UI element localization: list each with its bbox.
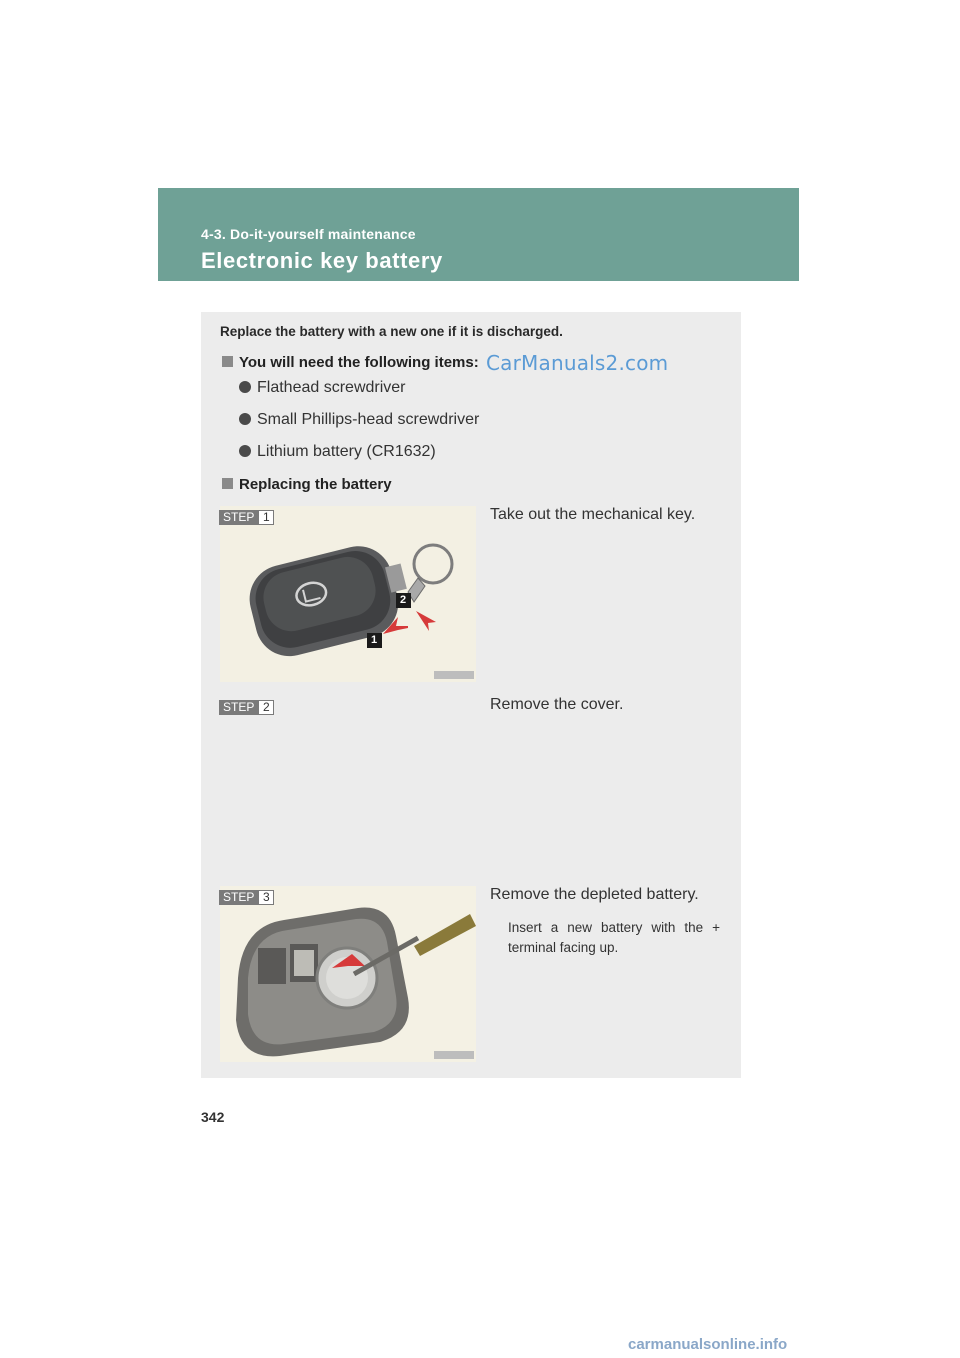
items-heading [222,354,479,371]
list-item [239,411,479,429]
battery-removal-drawing [220,886,476,1062]
list-item-text: Flathead screwdriver [257,379,406,396]
step-3-badge [219,890,274,905]
list-item-text: Small Phillips-head screwdriver [257,411,480,428]
step-word: STEP [219,890,258,905]
step-3-text: Remove the depleted battery. [490,886,699,903]
intro-text: Replace the battery with a new one if it is discharged. [220,324,563,339]
list-item [239,443,436,461]
step-word: STEP [219,510,258,525]
replace-heading-text: Replacing the battery [239,476,392,493]
step-number: 1 [258,510,274,525]
page-number: 342 [201,1109,225,1125]
step-2-badge [219,700,274,715]
callout-2: 2 [400,594,407,606]
step-2-text: Remove the cover. [490,696,624,713]
square-bullet-icon [222,356,233,367]
step-1-badge [219,510,274,525]
step-number: 3 [258,890,274,905]
list-item [239,379,406,397]
watermark-link[interactable]: CarManuals2.com [486,351,669,375]
footer-watermark[interactable]: carmanualsonline.info [628,1336,788,1353]
list-item-text: Lithium battery (CR1632) [257,443,436,460]
bullet-icon [239,413,251,425]
step-word: STEP [219,700,258,715]
square-bullet-icon [222,478,233,489]
step-1-illustration [220,506,476,682]
items-heading-text: You will need the following items: [239,354,479,371]
step-number: 2 [258,700,274,715]
step-3-illustration [220,886,476,1062]
header-band [158,188,799,281]
step-3-note: Insert a new battery with the + terminal facing up. [508,920,720,955]
bullet-icon [239,381,251,393]
replace-heading [222,476,392,493]
callout-1: 1 [371,634,378,646]
content-box [201,312,741,1078]
bullet-icon [239,445,251,457]
page-title: Electronic key battery [201,248,443,273]
key-fob-drawing [220,506,476,682]
step-1-text: Take out the mechanical key. [490,506,696,523]
section-label: 4-3. Do-it-yourself maintenance [201,226,416,242]
